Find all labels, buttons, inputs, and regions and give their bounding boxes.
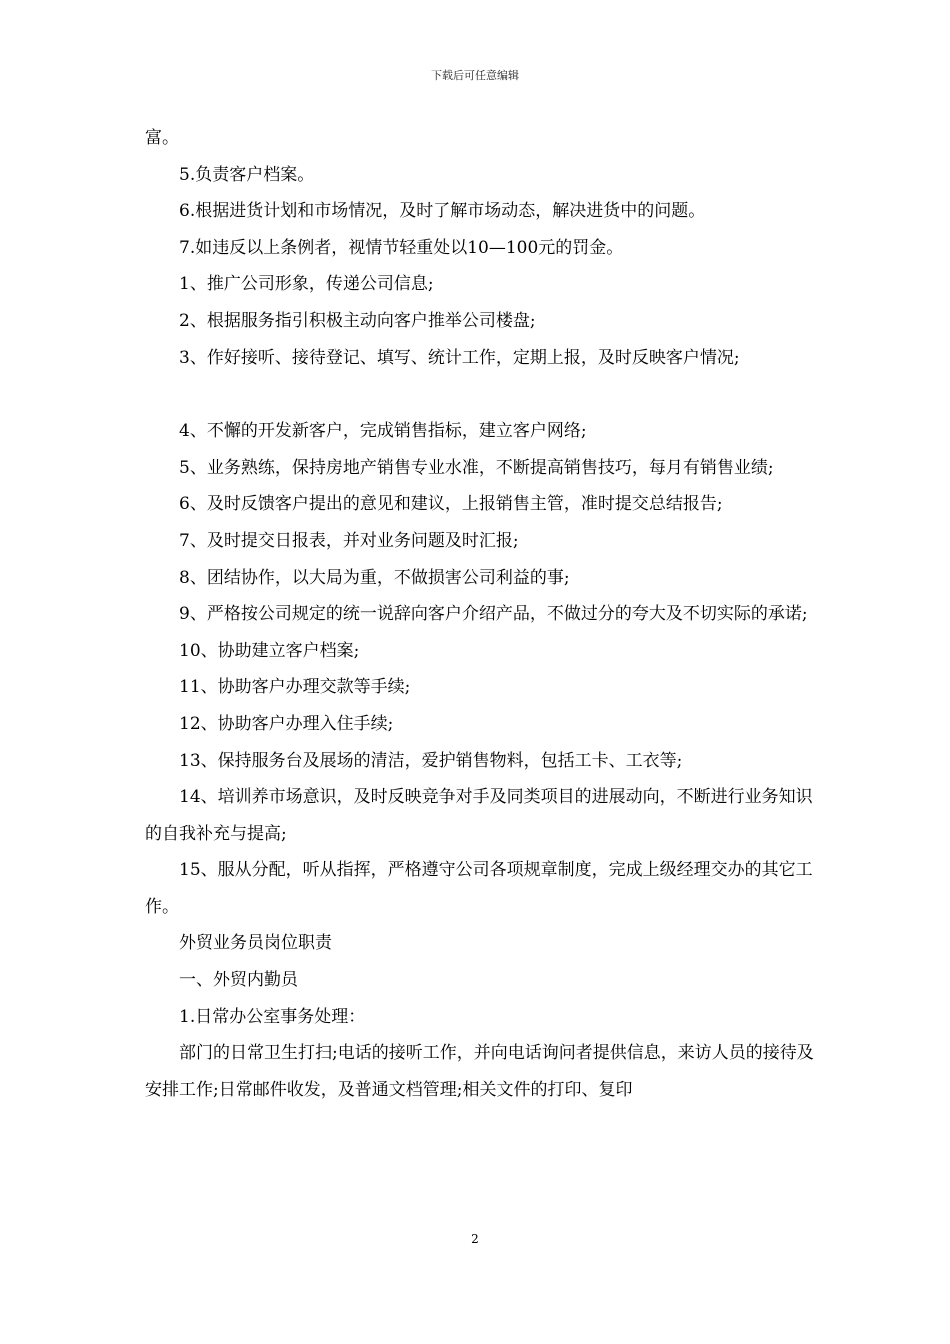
paragraph: 11、协助客户办理交款等手续; (179, 677, 411, 698)
paragraph: 8、团结协作，以大局为重，不做损害公司利益的事; (179, 567, 570, 588)
paragraph: 5、业务熟练，保持房地产销售专业水准，不断提高销售技巧，每月有销售业绩; (179, 457, 774, 478)
paragraph: 14、培训养市场意识，及时反映竞争对手及同类项目的进展动向，不断进行业务知识的自我补充与提高; (145, 787, 813, 844)
page-header: 下载后可任意编辑 (431, 69, 519, 82)
page-number: 2 (471, 1232, 479, 1246)
paragraph: 7、及时提交日报表，并对业务问题及时汇报; (179, 530, 519, 551)
paragraph: 10、协助建立客户档案; (179, 640, 360, 661)
paragraph: 6.根据进货计划和市场情况，及时了解市场动态，解决进货中的问题。 (179, 201, 706, 222)
paragraph: 4、不懈的开发新客户，完成销售指标，建立客户网络; (179, 421, 587, 442)
paragraph: 外贸业务员岗位职责 (179, 933, 332, 954)
paragraph: 1.日常办公室事务处理： (179, 1006, 366, 1027)
paragraph: 2、根据服务指引积极主动向客户推举公司楼盘; (179, 310, 536, 331)
paragraph: 7.如违反以上条例者，视情节轻重处以10—100元的罚金。 (179, 237, 624, 258)
paragraph: 富。 (145, 128, 179, 148)
document-body (145, 120, 820, 1108)
paragraph: 15、服从分配，听从指挥，严格遵守公司各项规章制度，完成上级经理交办的其它工作。 (145, 860, 813, 917)
paragraph: 5.负责客户档案。 (179, 164, 315, 185)
paragraph: 13、保持服务台及展场的清洁，爱护销售物料，包括工卡、工衣等; (179, 750, 683, 771)
paragraph: 9、严格按公司规定的统一说辞向客户介绍产品，不做过分的夸大及不切实际的承诺; (179, 604, 808, 625)
paragraph-gap (145, 376, 820, 413)
paragraph: 3、作好接听、接待登记、填写、统计工作，定期上报，及时反映客户情况; (179, 347, 740, 368)
paragraph: 部门的日常卫生打扫;电话的接听工作，并向电话询问者提供信息，来访人员的接待及安排工作;日常邮件收发，及普通文档管理;相关文件的打印、复印 (145, 1043, 814, 1100)
paragraph: 一、外贸内勤员 (179, 970, 298, 991)
paragraph: 12、协助客户办理入住手续; (179, 713, 394, 734)
paragraph: 6、及时反馈客户提出的意见和建议，上报销售主管，准时提交总结报告; (179, 494, 723, 515)
paragraph: 1、推广公司形象，传递公司信息; (179, 274, 434, 295)
